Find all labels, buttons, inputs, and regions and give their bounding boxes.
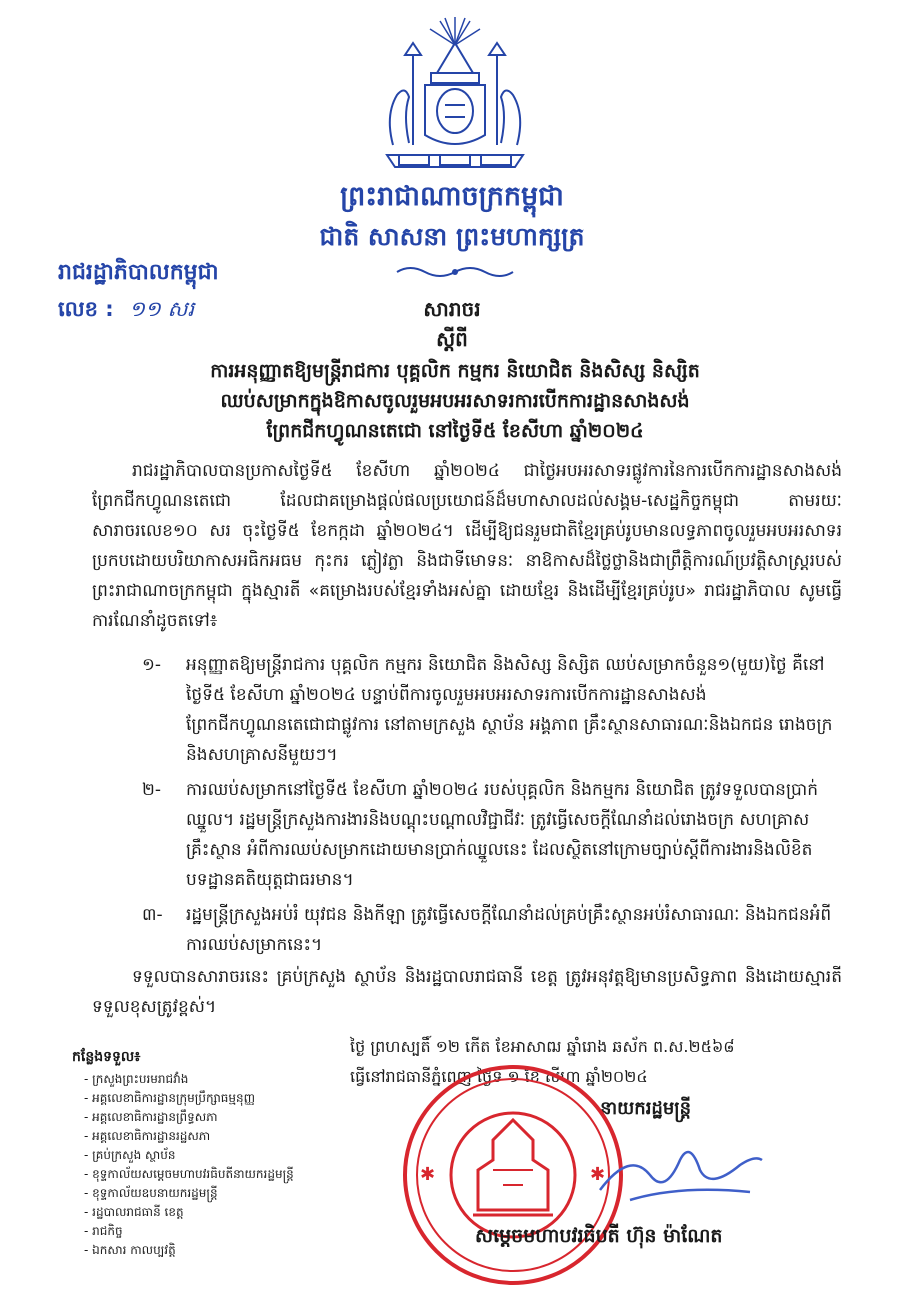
svg-text:✱: ✱ [590,1164,606,1185]
list-item: - រាជកិច្ច [84,1222,294,1241]
royal-emblem-icon [375,15,535,175]
list-item: - អគ្គលេខាធិការដ្ឋានក្រុមប្រឹក្សាធម្មនុញ្ញ [84,1089,294,1108]
list-item: - គ្រប់ក្រសួង ស្ថាប័ន [84,1146,294,1165]
signature-icon [590,1130,770,1210]
subject-title [110,356,800,446]
item-text: អនុញ្ញាតឱ្យមន្ត្រីរាជការ បុគ្គលិក កម្មករ និយោជិត និងសិស្ស និស្សិត ឈប់សម្រាកចំនួន១(មួយ)ថ្ងៃ គឺនៅថ្ងៃទី៥ ខែសីហា ឆ្នាំ២០២៤ បន្ទាប់ពីការចូលរួមអបអរសាទរការបើកការដ្ឋានសាងសង់ព្រែកជីកហ្វូណនតេជោជាផ្លូវការ នៅតាមក្រសួង ស្ថាប័ន អង្គភាព គ្រឹះស្ថានសាធារណៈនិងឯកជន រោងចក្រ និងសហគ្រាសនីមួយៗ។ [186,655,833,765]
item-number: ៣- [142,905,163,925]
subject-line: ព្រែកជីកហ្វូណនតេជោ នៅថ្ងៃទី៥ ខែសីហា ឆ្នាំ២០២៤ [266,420,644,442]
national-motto: ជាតិ សាសនា ព្រះមហាក្សត្រ [319,222,585,251]
item-number: ២- [142,780,162,800]
closing-paragraph: ទទួលបានសារាចរនេះ គ្រប់ក្រសួង ស្ថាប័ន និងរដ្ឋបាលរាជធានី ខេត្ត ត្រូវអនុវត្តឱ្យមានប្រសិទ្ធភាព និងដោយស្មារតីទទួលខុសត្រូវខ្ពស់។ [92,967,842,1017]
subject-line: ការអនុញ្ញាតឱ្យមន្ត្រីរាជការ បុគ្គលិក កម្មករ និយោជិត និងសិស្ស និស្សិត [210,360,700,382]
item-text: ការឈប់សម្រាកនៅថ្ងៃទី៥ ខែសីហា ឆ្នាំ២០២៤ របស់បុគ្គលិក និងកម្មករ និយោជិត ត្រូវទទួលបានប្រាក់ឈ្នួល។ រដ្ឋមន្ត្រីក្រសួងការងារនិងបណ្តុះបណ្តាលវិជ្ជាជីវៈ ត្រូវធ្វើសេចក្តីណែនាំដល់រោងចក្រ សហគ្រាស គ្រឹះស្ថាន អំពីការឈប់សម្រាកដោយមានប្រាក់ឈ្នួលនេះ ដែលស្ថិតនៅក្រោមច្បាប់ស្តីពីការងារនិងលិខិតបទដ្ឋានគតិយុត្តជាធរមាន។ [186,780,818,890]
svg-text:✱: ✱ [420,1164,436,1185]
recipients-title: កន្លែងទទួល៖ [72,1049,141,1065]
solar-date: ធ្វើនៅរាជធានីភ្នំពេញ ថ្ងៃទី ១ ខែ សីហា ឆ្នាំ២០២៤ [350,1067,648,1086]
subject-line: ឈប់សម្រាកក្នុងឱកាសចូលរួមអបអរសាទរការបើកការដ្ឋានសាងសង់ [220,390,690,412]
list-item [142,900,842,960]
intro-paragraph: រាជរដ្ឋាភិបាលបានប្រកាសថ្ងៃទី៥ ខែសីហា ឆ្នាំ២០២៤ ជាថ្ងៃអបអរសាទរផ្លូវការនៃការបើកការដ្ឋានសាងសង់ព្រែកជីកហ្វូណនតេជោ ដែលជាគម្រោងផ្តល់ផលប្រយោជន៍ដ៏មហាសាលដល់សង្គម-សេដ្ឋកិច្ចកម្ពុជា តាមរយៈសារាចរលេខ១០ សរ ចុះថ្ងៃទី៥ ខែកក្កដា ឆ្នាំ២០២៤។ ដើម្បីឱ្យជនរួមជាតិខ្មែរគ្រប់រូបមានលទ្ធភាពចូលរួមអបអរសាទរ ប្រកបដោយបរិយាកាសអធិកអធម កុះករ ភ្លៀវភ្លា និងជាទីមោទនៈ នាឱកាសដ៏ថ្លៃថ្លានិងជាព្រឹត្តិការណ៍ប្រវត្តិសាស្ត្ររបស់ព្រះរាជាណាចក្រកម្ពុជា ក្នុងស្មារតី «គម្រោងរបស់ខ្មែរទាំងអស់គ្នា ដោយខ្មែរ និងដើម្បីខ្មែរគ្រប់រូប» រាជរដ្ឋាភិបាល សូមធ្វើការណែនាំដូចតទៅ៖ [92,461,842,631]
document-type: សារាចរ [423,297,481,321]
list-item: - អគ្គលេខាធិការដ្ឋានរដ្ឋសភា [84,1127,294,1146]
list-item [142,775,842,895]
ornament-divider-icon [395,264,515,280]
item-text: រដ្ឋមន្ត្រីក្រសួងអប់រំ យុវជន និងកីឡា ត្រូវធ្វើសេចក្តីណែនាំដល់គ្រប់គ្រឹះស្ថានអប់រំសាធារណៈ និងឯកជនអំពីការឈប់សម្រាកនេះ។ [186,905,832,955]
signatory-name: សម្តេចមហាបវរធិបតី ហ៊ុន ម៉ាណែត [475,1225,723,1247]
number-label: លេខ : [58,297,114,321]
signatory-role: នាយករដ្ឋមន្ត្រី [600,1098,692,1119]
government-name: រាជរដ្ឋាភិបាលកម្ពុជា [58,260,219,285]
lunar-date: ថ្ងៃ ព្រហស្បតិ៍ ១២ កើត ខែអាសាឍ ឆ្នាំរោង ឆស័ក ព.ស.២៥៦៨ [350,1037,735,1056]
list-item: - រដ្ឋបាលរាជធានី ខេត្ត [84,1203,294,1222]
list-item [142,650,842,770]
list-item: - អគ្គលេខាធិការដ្ឋានព្រឹទ្ធសភា [84,1108,294,1127]
number-value: ១១ សរ [129,297,195,321]
list-item: - ក្រសួងព្រះបរមរាជវាំង [84,1070,294,1089]
recipients-list [84,1070,294,1260]
list-item: - ខុទ្ទកាល័យឧបនាយករដ្ឋមន្ត្រី [84,1184,294,1203]
kingdom-heading: ព្រះរាជាណាចក្រកម្ពុជា [340,181,564,212]
subject-prefix: ស្តីពី [436,327,468,351]
list-item: - ខុទ្ទកាល័យសម្តេចមហាបវរធិបតីនាយករដ្ឋមន្ត្រី [84,1165,294,1184]
item-number: ១- [142,655,162,675]
list-item: - ឯកសារ កាលប្បវត្តិ [84,1241,294,1260]
